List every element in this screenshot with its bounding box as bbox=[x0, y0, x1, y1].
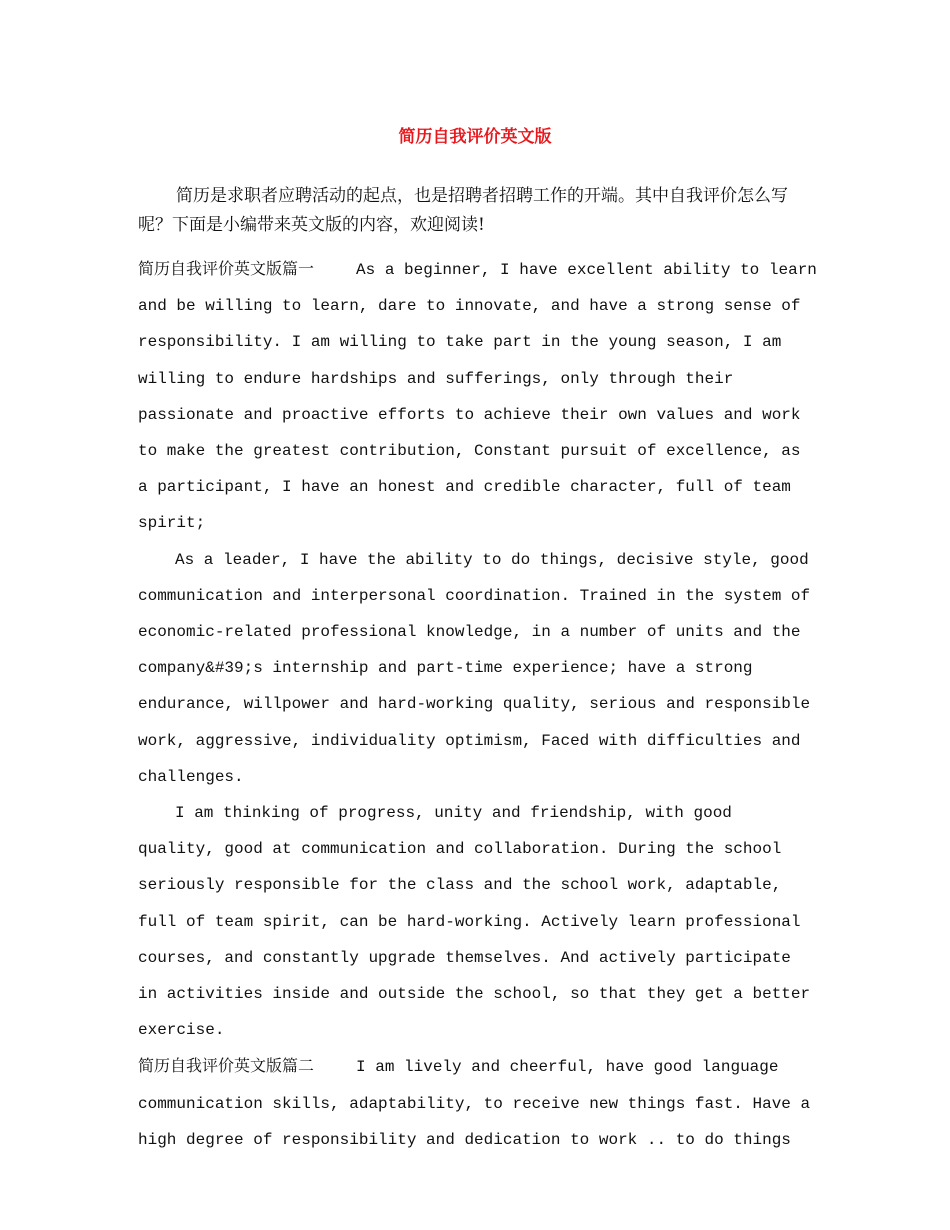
section-two-heading: 简历自我评价英文版篇二 bbox=[138, 1056, 315, 1076]
document-title: 简历自我评价英文版 bbox=[398, 127, 552, 147]
intro-paragraph: 简历是求职者应聘活动的起点，也是招聘者招聘工作的开端。其中自我评价怎么写呢？下面是小编带来英文版的内容，欢迎阅读! bbox=[138, 186, 788, 235]
section-one-paragraph-3: I am thinking of progress, unity and friendship, with good quality, good at communication and collaboration. During the school seriously responsible for the class and the school work, adaptable, full of team spirit, can be hard-working. Actively learn professional courses, and constantly upgrade themselves. And actively participate in activities inside and outside the school, so that they get a better exercise. bbox=[138, 804, 811, 1040]
section-two-first-paragraph bbox=[138, 1048, 818, 1158]
section-one-first-paragraph bbox=[138, 251, 818, 542]
section-one-paragraph-2: As a leader, I have the ability to do things, decisive style, good communication and interpersonal coordination. Trained in the system of economic-related professional knowledge, in a number of units and the company&#39;s internship and part-time experience; have a strong endurance, willpower and hard-working quality, serious and responsible work, aggressive, individuality optimism, Faced with difficulties and challenges. bbox=[138, 550, 811, 786]
document-body bbox=[138, 251, 818, 1158]
section-one-heading: 简历自我评价英文版篇一 bbox=[138, 259, 315, 278]
section-two-paragraph-1: I am lively and cheerful, have good language communication skills, adaptability, to receive new things fast. Have a high degree of responsibility and dedication to work .. to do things bbox=[138, 1058, 811, 1149]
section-one-paragraph-1: As a beginner, I have excellent ability to learn and be willing to learn, dare to innovate, and have a strong sense of responsibility. I am willing to take part in the young season, I am willing to endure hardships and sufferings, only through their passionate and proactive efforts to achieve their own values and work to make the greatest contribution, Constant pursuit of excellence, as a participant, I have an honest and credible character, full of team spirit; bbox=[138, 261, 817, 533]
